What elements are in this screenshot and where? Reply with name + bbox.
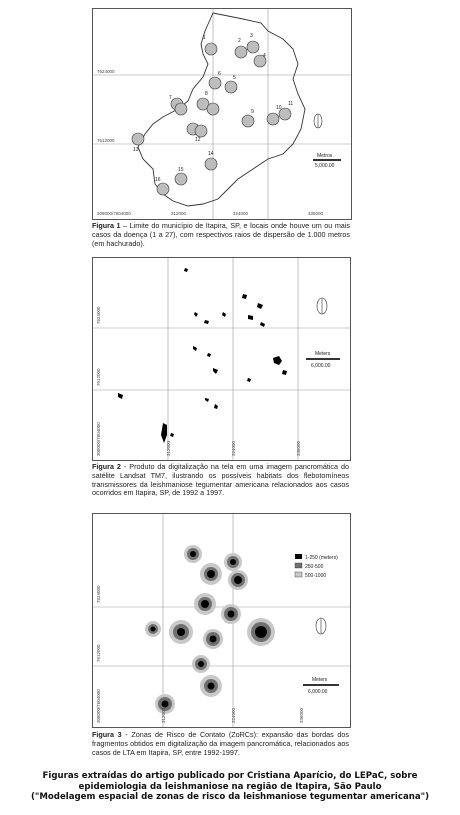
- tick-y-1: 7612000: [96, 644, 101, 662]
- figure-1-caption-text: – Limite do município de Itapira, SP, e locais onde houve um ou mais casos da doença (1 a 27), com respectivos raios de dispersão de 1.000 metros (em hachurado).: [92, 221, 350, 248]
- tick-x-0: 312000: [166, 440, 171, 456]
- figure-1-svg: [93, 9, 351, 219]
- tick-y-1: 7612000: [96, 368, 101, 386]
- tick-x-3: 335000: [308, 211, 324, 216]
- figure-1-map: [92, 8, 352, 220]
- svg-text:5: 5: [233, 75, 236, 81]
- svg-text:12: 12: [195, 137, 201, 143]
- tick-x-2: 324000: [233, 211, 249, 216]
- tick-x-1: 324000: [231, 707, 236, 723]
- tick-x-2: 336000: [299, 707, 304, 723]
- tick-y-2: 308000/7604000: [96, 422, 101, 456]
- figure-3-map: [92, 513, 351, 728]
- svg-text:3: 3: [250, 33, 253, 39]
- tick-x-1: 324000: [231, 440, 236, 456]
- svg-text:14: 14: [208, 151, 214, 157]
- svg-text:11: 11: [288, 101, 294, 107]
- svg-text:16: 16: [155, 177, 161, 183]
- tick-x-2: 336000: [296, 440, 301, 456]
- legend-swatch-2: [295, 572, 302, 577]
- figure-2-caption-text: - Produto da digitalização na tela em uma imagem pancromática do satélite Landsat TM7, ilustrando os possíveis habitats dos flebotomíneos transmissores da leishmaniose tegumentar americana relacionados aos casos ocorridos em Itapira, SP, de 1992 a 1997.: [92, 462, 349, 498]
- tick-y-2: 308000/7604000: [96, 689, 101, 723]
- tick-y-0: 7624000: [96, 306, 101, 324]
- tick-x-1: 312000: [171, 211, 187, 216]
- scale-bar: [313, 159, 341, 161]
- tick-y-top: 7624000: [97, 69, 115, 74]
- footer-line-3: ("Modelagem espacial de zonas de risco da leishmaniose tegumentar americana"): [30, 792, 430, 802]
- svg-text:4: 4: [263, 53, 266, 59]
- figure-2-map: [92, 257, 351, 461]
- svg-text:6: 6: [218, 71, 221, 77]
- scale-bar: [306, 358, 340, 360]
- figure-1-label: Figura 1: [92, 221, 121, 230]
- tick-y-0: 7624000: [96, 585, 101, 603]
- footer-line-1: Figuras extraídas do artigo publicado por Cristiana Aparício, do LEPaC, sobre: [42, 771, 418, 781]
- scale-label: Meters: [312, 677, 328, 683]
- north-arrow-icon: [316, 618, 326, 634]
- legend-label-0: 1-250 (meters): [305, 555, 338, 561]
- scale-label: Meters: [315, 351, 331, 357]
- svg-text:9: 9: [251, 109, 254, 115]
- svg-text:10: 10: [276, 105, 282, 111]
- legend-swatch-0: [295, 554, 302, 559]
- legend-swatch-1: [295, 563, 302, 568]
- legend: [295, 554, 338, 579]
- case-buffers: [132, 41, 294, 195]
- figure-2-caption: [92, 463, 349, 498]
- north-arrow-icon: [314, 114, 322, 128]
- figure-1-caption: [92, 222, 350, 248]
- scale-label: Metros: [317, 153, 333, 159]
- scale-value: 6,000.00: [308, 689, 328, 695]
- scale-value: 6,000.00: [311, 363, 331, 369]
- legend-label-2: 500-1000: [305, 573, 327, 579]
- footer-line-2: epidemiologia da leishmaniose na região de Itapira, São Paulo: [78, 781, 382, 792]
- grid-lines: [93, 9, 351, 219]
- svg-text:15: 15: [178, 167, 184, 173]
- grid-lines: [93, 514, 350, 727]
- tick-x-0: 308000/7604000: [97, 211, 131, 216]
- habitat-fragments: [118, 268, 287, 443]
- figure-2-svg: [93, 258, 350, 460]
- svg-text:2: 2: [238, 38, 241, 44]
- svg-text:13: 13: [133, 147, 139, 153]
- figure-3-label: Figura 3: [92, 730, 122, 739]
- risk-zones: [145, 545, 275, 714]
- svg-text:7: 7: [169, 95, 172, 101]
- figure-2-label: Figura 2: [92, 462, 121, 471]
- figure-3-svg: [93, 514, 350, 727]
- figure-3-caption-text: - Zonas de Risco de Contato (ZoRCs): expansão das bordas dos fragmentos obtidos em digitalização da imagem pancromática, relacionados aos casos de LTA em Itapira, SP, entre 1992-1997.: [92, 730, 349, 757]
- legend-label-1: 250-500: [305, 564, 324, 570]
- figure-3-caption: [92, 731, 349, 757]
- footer-credit: [0, 771, 460, 803]
- tick-y-bottom: 7612000: [97, 138, 115, 143]
- svg-text:8: 8: [205, 91, 208, 97]
- svg-text:1: 1: [203, 35, 206, 41]
- tick-x-0: 312000: [161, 707, 166, 723]
- scale-value: 5,000.00: [315, 163, 335, 169]
- scale-bar: [303, 684, 339, 686]
- north-arrow-icon: [317, 298, 327, 314]
